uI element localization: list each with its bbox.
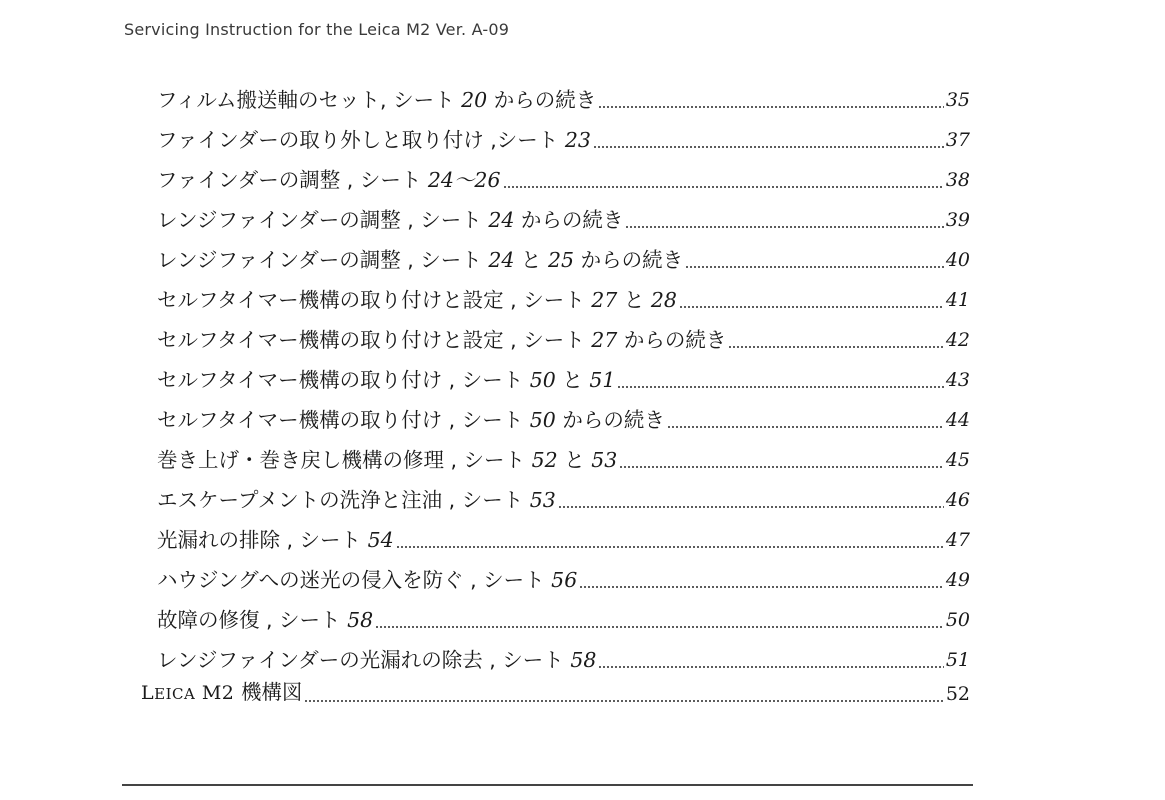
toc-entry-title: セルフタイマー機構の取り付けと設定 , シート 27 からの続き: [157, 328, 727, 352]
toc-page-number: 47: [945, 529, 970, 551]
toc-page-number: 35: [945, 89, 970, 111]
dot-leader: [558, 506, 944, 508]
toc-entry-title: ハウジングへの迷光の侵入を防ぐ , シート 56: [157, 568, 578, 592]
toc-entry-title: ファインダーの取り外しと取り付け ,シート 23: [157, 128, 591, 152]
toc-entry[interactable]: [157, 154, 970, 194]
toc-entry[interactable]: [157, 474, 970, 514]
dot-leader: [579, 586, 944, 588]
toc-page-number: 40: [945, 249, 970, 271]
toc-page-number: 42: [945, 329, 970, 351]
dot-leader: [685, 266, 944, 268]
dot-leader: [598, 106, 944, 108]
dot-leader: [593, 146, 944, 148]
dot-leader: [396, 546, 944, 548]
toc-page-number: 39: [945, 209, 970, 231]
toc-page-number: 44: [945, 409, 970, 431]
toc-page-number: 52: [945, 683, 970, 705]
toc-entry[interactable]: [157, 514, 970, 554]
toc-page-number: 37: [945, 129, 970, 151]
toc-page-number: 49: [945, 569, 970, 591]
toc-entry-title: セルフタイマー機構の取り付け , シート 50 と 51: [157, 368, 616, 392]
toc-page-number: 38: [945, 169, 970, 191]
dot-leader: [617, 386, 943, 388]
toc-page-number: 51: [945, 649, 970, 671]
running-header: Servicing Instruction for the Leica M2 Ver. A-09: [124, 20, 510, 39]
toc-entry-title: レンジファインダーの調整 , シート 24 からの続き: [157, 208, 624, 232]
toc-entry-title: 巻き上げ・巻き戻し機構の修理 , シート 52 と 53: [157, 448, 618, 472]
toc-entry-title: レンジファインダーの光漏れの除去 , シート 58: [157, 648, 597, 672]
toc-entry[interactable]: [157, 234, 970, 274]
toc-entry-leica-m2-diagram[interactable]: [141, 668, 970, 708]
toc-entry-title: 光漏れの排除 , シート 54: [157, 528, 394, 552]
leica-brand-text: LEICA M2: [141, 682, 241, 704]
toc-entry-title: 故障の修復 , シート 58: [157, 608, 374, 632]
toc-entry[interactable]: [157, 434, 970, 474]
toc-entry[interactable]: [157, 274, 970, 314]
dot-leader: [375, 626, 944, 628]
toc-entry[interactable]: [157, 594, 970, 634]
toc-entry-title: フィルム搬送軸のセット, シート 20 からの続き: [157, 88, 597, 112]
toc-entry-title: セルフタイマー機構の取り付け , シート 50 からの続き: [157, 408, 665, 432]
toc-entry-title: ファインダーの調整 , シート 24～26: [157, 168, 501, 192]
toc-page-number: 43: [945, 369, 970, 391]
dot-leader: [304, 700, 943, 702]
toc-page-number: 45: [945, 449, 970, 471]
toc-entry-title: エスケープメントの洗浄と注油 , シート 53: [157, 488, 556, 512]
toc-entry[interactable]: [157, 554, 970, 594]
toc-entry[interactable]: [157, 354, 970, 394]
toc-entry[interactable]: [157, 114, 970, 154]
toc-page-number: 50: [945, 609, 970, 631]
toc-entry[interactable]: [157, 74, 970, 114]
dot-leader: [679, 306, 944, 308]
dot-leader: [625, 226, 943, 228]
dot-leader: [619, 466, 944, 468]
toc-entry[interactable]: [157, 314, 970, 354]
toc-entry[interactable]: [157, 194, 970, 234]
dot-leader: [728, 346, 943, 348]
toc-page-number: 46: [945, 489, 970, 511]
toc-entry-title: LEICA M2 機構図: [141, 680, 303, 704]
toc-entry-title: セルフタイマー機構の取り付けと設定 , シート 27 と 28: [157, 288, 677, 312]
footer-divider: [122, 784, 973, 786]
toc-entry[interactable]: [157, 394, 970, 434]
dot-leader: [667, 426, 944, 428]
dot-leader: [503, 186, 944, 188]
toc-entry-title: レンジファインダーの調整 , シート 24 と 25 からの続き: [157, 248, 684, 272]
toc-page-number: 41: [945, 289, 970, 311]
